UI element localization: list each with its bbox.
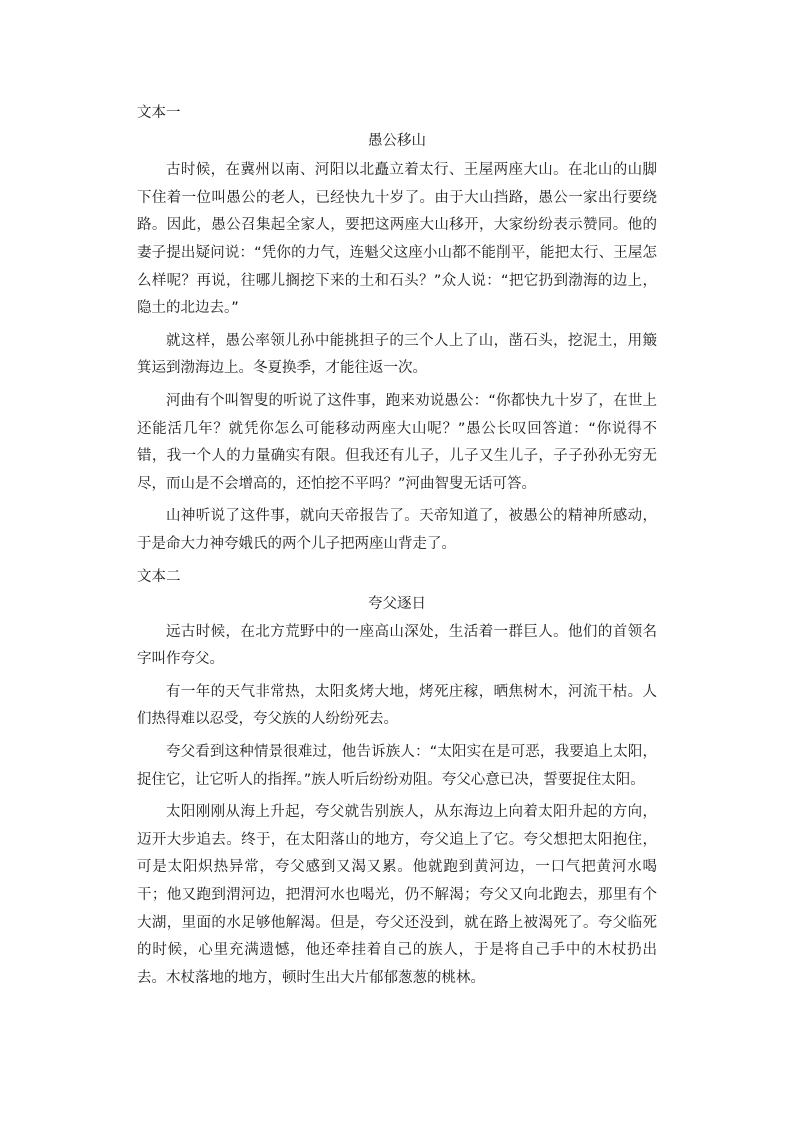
document-page [137, 100, 657, 997]
paragraph: 远古时候，在北方荒野中的一座高山深处，生活着一群巨人。他们的首领名字叫作夸父。 [137, 623, 657, 668]
section-label-text-two: 文本二 [137, 568, 181, 585]
title-kuafu-zhuri: 夸父逐日 [368, 596, 426, 613]
paragraph: 古时候，在冀州以南、河阳以北矗立着太行、王屋两座大山。在北山的山脚下住着一位叫愚公的老人，已经快九十岁了。由于大山挡路，愚公一家出行要绕路。因此，愚公召集起全家人，要把这两座大山移开，大家纷纷表示赞同。他的妻子提出疑问说：“凭你的力气，连魁父这座小山都不能削平，能把太行、王屋怎么样呢？再说，往哪儿搁挖下来的土和石头？”众人说：“把它扔到渤海的边上，隐土的北边去。” [137, 162, 657, 317]
paragraph: 有一年的天气非常热，太阳炙烤大地，烤死庄稼，晒焦树木，河流干枯。人们热得难以忍受，夸父族的人纷纷死去。 [137, 683, 657, 728]
paragraph: 就这样，愚公率领儿孙中能挑担子的三个人上了山，凿石头，挖泥土，用簸箕运到渤海边上。冬夏换季，才能往返一次。 [137, 332, 657, 377]
section-label-text-one: 文本一 [137, 105, 181, 121]
paragraph: 太阳刚刚从海上升起，夸父就告别族人，从东海边上向着太阳升起的方向，迈开大步追去。终于，在太阳落山的地方，夸父追上了它。夸父想把太阳抱住，可是太阳炽热异常，夸父感到又渴又累。他就跑到黄河边，一口气把黄河水喝干；他又跑到渭河边，把渭河水也喝光，仍不解渴；夸父又向北跑去，那里有个大湖，里面的水足够他解渴。但是，夸父还没到，就在路上被渴死了。夸父临死的时候，心里充满遗憾，他还牵挂着自己的族人，于是将自己手中的木杖扔出去。木杖落地的地方，顿时生出大片郁郁葱葱的桃林。 [137, 804, 657, 986]
paragraph: 夸父看到这种情景很难过，他告诉族人：“太阳实在是可恶，我要追上太阳，捉住它，让它听人的指挥。”族人听后纷纷劝阻。夸父心意已决，誓要捉住太阳。 [137, 744, 657, 788]
paragraph: 山神听说了这件事，就向天帝报告了。天帝知道了，被愚公的精神所感动，于是命大力神夸娥氏的两个儿子把两座山背走了。 [137, 508, 657, 552]
paragraph: 河曲有个叫智叟的听说了这件事，跑来劝说愚公：“你都快九十岁了，在世上还能活几年？就凭你怎么可能移动两座大山呢？”愚公长叹回答道：“你说得不错，我一个人的力量确实有限。但我还有儿子，儿子又生儿子，子子孙孙无穷无尽，而山是不会增高的，还怕挖不平吗？”河曲智叟无话可答。 [137, 392, 657, 492]
text-one-section [137, 100, 657, 559]
text-two-section [137, 564, 657, 993]
title-yugong-yishan: 愚公移山 [368, 132, 426, 149]
